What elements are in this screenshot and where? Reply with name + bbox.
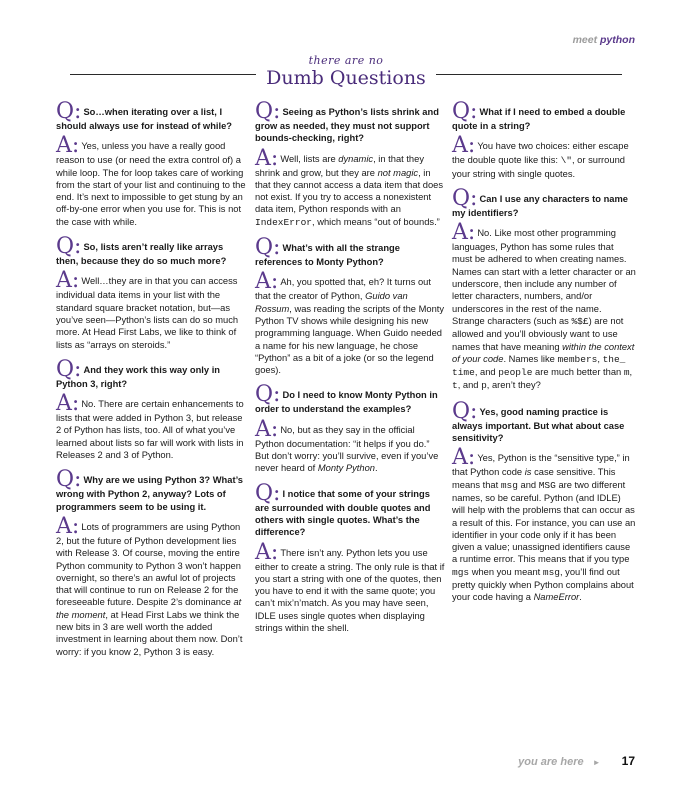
qa-block — [452, 185, 636, 393]
question — [255, 382, 445, 415]
question-text: So, lists aren’t really like arrays then, because they do so much more? — [56, 242, 227, 267]
answer-text: , was reading the scripts of the Monty Python TV shows while designing his new programming language. When Guido needed a name for his new language, he chose “Python” as a bit of a joke (or so the legend goes). — [255, 303, 445, 376]
answer-text: You have two choices: either escape the double quote like this: — [452, 141, 629, 166]
answer-text: . Names like — [503, 353, 558, 364]
answer-text: , or surround your string with single quotes. — [452, 155, 625, 179]
arrow-right-icon: ► — [592, 758, 601, 767]
qa-block — [452, 398, 636, 604]
column-3 — [452, 99, 636, 615]
answer-text: No. There are certain enhancements to lists that were added in Python 3, but release 2 of Python has lists, too. All of what you’ve learned about lists so far will work with lists in Releases 2 and 3 of Python. — [56, 399, 244, 461]
q-letter: Q: — [56, 234, 82, 260]
answer-text: , and — [474, 367, 499, 378]
column-2 — [255, 99, 445, 645]
answer-text: , you’ll find out pretty quickly when Python complains about your code having a — [452, 566, 634, 603]
answer-emphasis: at the moment — [56, 597, 242, 620]
answer-emphasis: Monty Python — [317, 463, 375, 474]
qa-block — [255, 235, 445, 376]
answer-emphasis: Guido van Rossum — [255, 291, 408, 314]
answer — [255, 269, 445, 376]
answer — [56, 391, 246, 461]
qa-block — [56, 234, 246, 351]
q-letter: Q: — [452, 99, 478, 124]
code-text: msg — [500, 479, 518, 491]
code-text: %$£ — [571, 315, 589, 327]
q-letter: Q: — [56, 356, 82, 382]
answer-text: . — [579, 592, 582, 603]
answer-text: Yes, Python is the “sensitive type,” in that Python code — [452, 453, 630, 478]
answer-text: Well…they are in that you can access individual data items in your list with the standard square bracket notation, but—as you’ve seen—Python’s lists can do so much more. At Head First Labs, we like to think of lists as “arrays on steroids.” — [56, 276, 239, 350]
q-letter: Q: — [255, 235, 281, 261]
question — [56, 234, 246, 267]
question — [452, 99, 636, 132]
question-text: What if I need to embed a double quote in a string? — [452, 107, 626, 131]
code-text: members — [557, 353, 598, 365]
page-footer — [518, 754, 635, 768]
answer-text: Lots of programmers are using Python 2, but the future of Python development lies with Release 3. Of course, moving the entire Python community to Python 3 won’t happen overnight, so there’s an awful lot of projects that will continue to run on Release 2 for the foreseeable future. Despite 2’s dominance — [56, 521, 241, 608]
question — [255, 235, 445, 268]
a-letter: A: — [255, 145, 279, 171]
code-text: MSG — [538, 479, 556, 491]
question-text: I notice that some of your strings are surrounded with double quotes and others with single quotes. What’s the difference? — [255, 488, 431, 538]
q-letter: Q: — [255, 99, 281, 124]
answer-text: and — [517, 479, 539, 490]
answer-text: , — [597, 353, 603, 364]
a-letter: A: — [56, 133, 80, 159]
code-text: \" — [560, 155, 572, 167]
footer-you-are-here: you are here — [518, 756, 584, 768]
code-text: msg — [542, 566, 560, 578]
question-text: Seeing as Python’s lists shrink and grow as needed, they must not support bounds-checking, right? — [255, 107, 439, 144]
question-text: So…when iterating over a list, I should always use for instead of while? — [56, 107, 233, 131]
question-text: Do I need to know Monty Python in order to understand the examples? — [255, 390, 438, 415]
q-letter: Q: — [452, 185, 478, 211]
qa-block — [452, 99, 636, 180]
answer — [56, 268, 246, 350]
answer-text: are two different names, so be careful. Python (and IDLE) will help with the problems that can occur as a result of this. For instance, you can use an identifier in your code only if it has been given a value; unassigned identifiers cause a runtime error. This means that if you type — [452, 479, 636, 565]
header-meet: meet — [572, 34, 598, 46]
qa-block — [255, 99, 445, 229]
answer-text: Ah, you spotted that, eh? It turns out that the creator of Python, — [255, 277, 431, 302]
qa-block — [255, 480, 445, 635]
answer-text: , which means “out of bounds.” — [312, 216, 440, 227]
answer-text: , at Head First Labs we think the new bits in 3 are well worth the added investment in learning about them now. Don’t worry: if you know 2, Python 3 is easy. — [56, 609, 243, 657]
running-header — [573, 34, 635, 46]
column-1 — [56, 99, 246, 669]
answer-text: No. Like most other programming languages, Python has some rules that must be adhered to when creating names. Names can start with a letter character or an underscore, then include any number of letter characters, numbers, and/or underscores in the rest of the name. Strange characters (such as — [452, 228, 636, 326]
answer-text: , in that they cannot access a data item that does not exist. If you try to access a nonexistent data item, Python responds with an — [255, 167, 444, 215]
answer-text: No, but as they say in the official Python documentation: “it helps if you do.” But don’t worry: you’ll survive, even if you’ve never heard of — [255, 424, 439, 474]
title-rule-right — [436, 74, 622, 75]
a-letter: A: — [255, 416, 279, 442]
question-text: Yes, good naming practice is always important. But what about case sensitivity? — [452, 406, 625, 444]
answer-text: . — [375, 463, 378, 474]
question-text: Can I use any characters to name my identifiers? — [452, 193, 628, 218]
code-text: the_ time — [452, 353, 626, 379]
answer — [56, 513, 246, 658]
answer — [452, 220, 636, 393]
qa-block — [56, 356, 246, 461]
answer-emphasis: within the context of your code — [452, 341, 635, 364]
a-letter: A: — [452, 133, 476, 159]
question — [452, 398, 636, 445]
answer — [255, 145, 445, 229]
answer — [255, 539, 445, 635]
answer-text: Well, lists are — [280, 153, 339, 164]
answer-text: when you meant — [469, 566, 543, 577]
answer-text: , and — [457, 380, 482, 391]
q-letter: Q: — [56, 467, 82, 493]
question — [452, 185, 636, 219]
a-letter: A: — [56, 268, 80, 294]
answer — [452, 445, 636, 603]
title-small: there are no — [308, 54, 384, 67]
answer-emphasis: NameError — [533, 592, 580, 603]
q-letter: Q: — [255, 480, 281, 506]
answer-text: , aren’t they? — [486, 380, 541, 391]
qa-block — [56, 467, 246, 658]
answer — [452, 133, 636, 180]
a-letter: A: — [56, 513, 80, 539]
a-letter: A: — [56, 391, 80, 417]
title-rule-left — [70, 74, 256, 75]
qa-block — [255, 382, 445, 474]
title-big: Dumb Questions — [266, 67, 426, 89]
answer-text: , in that they shrink and grow, but they are — [255, 153, 424, 178]
a-letter: A: — [452, 445, 476, 471]
section-title — [262, 55, 430, 89]
question — [255, 99, 445, 145]
answer-text: There isn’t any. Python lets you use either to create a string. The only rule is that if you start a string with one of the quotes, then you have to end it with the same quote; you can’t mix’n’match. As you may have seen, IDLE uses single quotes when displaying strings within the shell. — [255, 547, 445, 634]
answer — [56, 133, 246, 228]
answer-text: , — [629, 367, 633, 378]
code-text: people — [498, 367, 533, 379]
answer-emphasis: not magic — [377, 167, 419, 178]
answer-text: case sensitive. This means that — [452, 467, 616, 490]
q-letter: Q: — [452, 398, 478, 424]
code-text: mgs — [452, 566, 470, 578]
question — [56, 99, 246, 132]
q-letter: Q: — [56, 99, 82, 124]
code-text: IndexError — [255, 216, 313, 228]
header-python: python — [600, 34, 635, 46]
a-letter: A: — [255, 269, 279, 295]
a-letter: A: — [452, 220, 476, 246]
question-text: And they work this way only in Python 3, right? — [56, 364, 220, 389]
q-letter: Q: — [255, 382, 281, 408]
code-text: t — [452, 380, 458, 392]
answer-text: ) are not allowed and you’ll obviously want to use names that have meaning — [452, 315, 624, 352]
question — [56, 356, 246, 390]
answer-text: Yes, unless you have a really good reason to use (or need the extra control of) a while loop. The for loop takes care of working from the start of your list and continuing to the end. It’s next to impossible to get stung by an off-by-one error when you use for. This is not the case with while. — [56, 141, 246, 227]
code-text: p — [481, 380, 487, 392]
qa-block — [56, 99, 246, 228]
a-letter: A: — [255, 539, 279, 565]
question — [255, 480, 445, 539]
code-text: m — [623, 367, 630, 379]
question — [56, 467, 246, 513]
answer-emphasis: dynamic — [338, 153, 374, 164]
answer-emphasis: is — [524, 467, 532, 478]
question-text: Why are we using Python 3? What’s wrong with Python 2, anyway? Lots of programmers seem to be using it. — [56, 475, 244, 512]
question-text: What’s with all the strange references to Monty Python? — [255, 243, 400, 268]
answer-text: are much better than — [532, 367, 624, 378]
answer — [255, 416, 445, 475]
page-number: 17 — [621, 754, 635, 768]
